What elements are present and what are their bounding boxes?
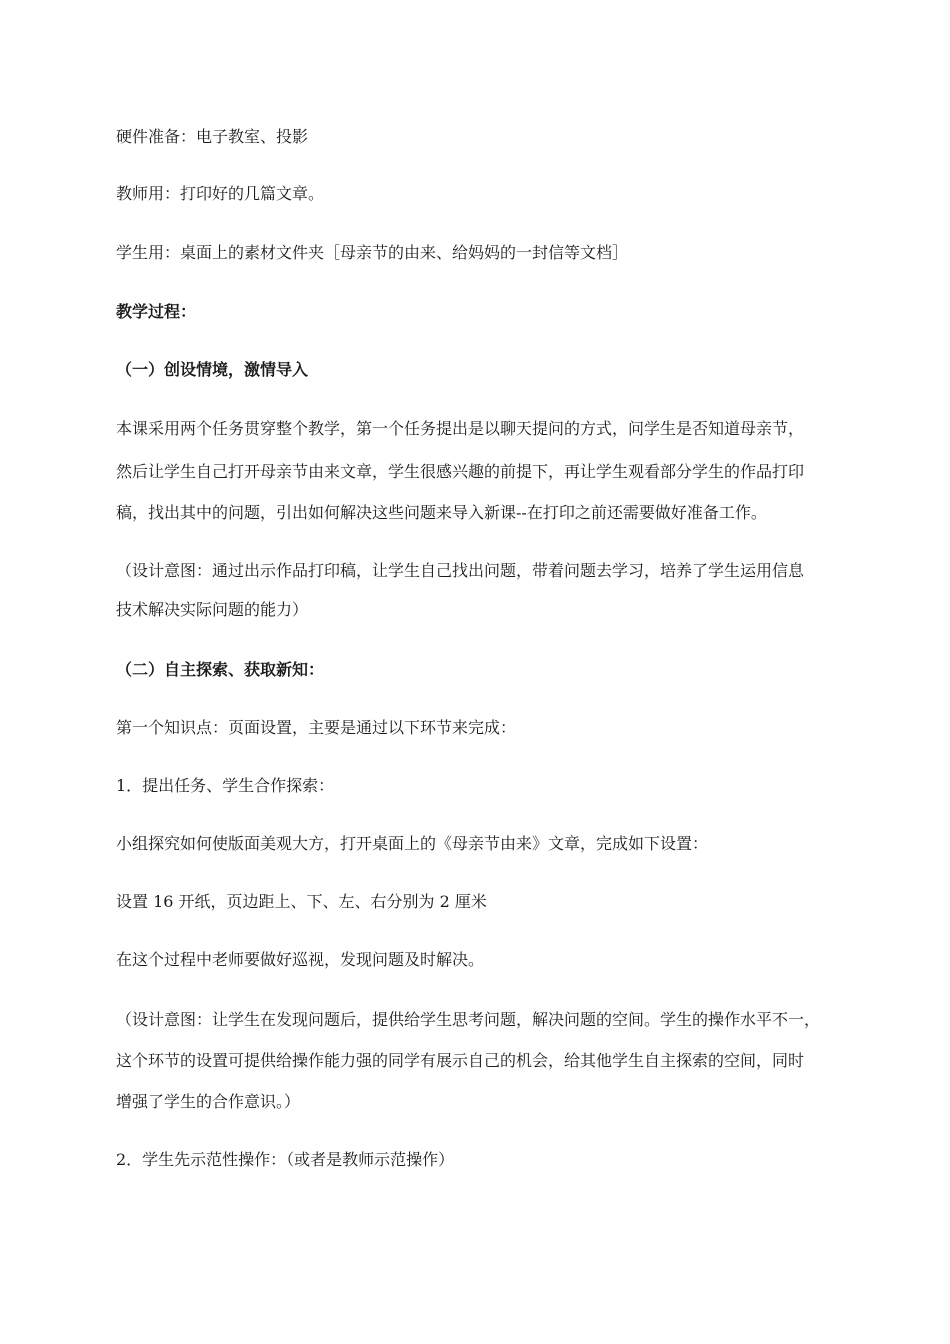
design-intent-line: （设计意图：通过出示作品打印稿，让学生自己找出问题，带着问题去学习，培养了学生运用信息 — [116, 561, 805, 580]
paragraph-line: 本课采用两个任务贯穿整个教学，第一个任务提出是以聊天提问的方式，问学生是否知道母亲节， — [116, 419, 805, 438]
step-2-line: 2．学生先示范性操作：（或者是教师示范操作） — [116, 1150, 455, 1169]
section-2-heading: （二）自主探索、获取新知： — [116, 660, 325, 679]
teaching-process-heading: 教学过程： — [116, 302, 197, 321]
settings-line: 设置 16 开纸，页边距上、下、左、右分别为 2 厘米 — [116, 892, 487, 911]
step-1-line: 1．提出任务、学生合作探索： — [116, 776, 335, 795]
design-intent-line: 技术解决实际问题的能力） — [116, 600, 309, 619]
design-intent-line: （设计意图：让学生在发现问题后，提供给学生思考问题，解决问题的空间。学生的操作水平不一， — [116, 1010, 821, 1029]
hardware-prep-line: 硬件准备：电子教室、投影 — [116, 127, 309, 146]
task-description-line: 小组探究如何使版面美观大方，打开桌面上的《母亲节由来》文章，完成如下设置： — [116, 834, 709, 853]
section-1-heading: （一）创设情境，激情导入 — [116, 360, 309, 379]
teacher-patrol-line: 在这个过程中老师要做好巡视，发现问题及时解决。 — [116, 950, 485, 969]
student-materials-line: 学生用：桌面上的素材文件夹［母亲节的由来、给妈妈的一封信等文档］ — [116, 243, 629, 262]
design-intent-line: 这个环节的设置可提供给操作能力强的同学有展示自己的机会，给其他学生自主探索的空间，同时 — [116, 1051, 805, 1070]
design-intent-line: 增强了学生的合作意识。） — [116, 1092, 301, 1111]
teacher-materials-line: 教师用：打印好的几篇文章。 — [116, 184, 325, 203]
paragraph-line: 稿，找出其中的问题，引出如何解决这些问题来导入新课--在打印之前还需要做好准备工作。 — [116, 503, 767, 522]
paragraph-line: 然后让学生自己打开母亲节由来文章，学生很感兴趣的前提下，再让学生观看部分学生的作品打印 — [116, 462, 805, 481]
knowledge-point-line: 第一个知识点：页面设置，主要是通过以下环节来完成： — [116, 718, 517, 737]
